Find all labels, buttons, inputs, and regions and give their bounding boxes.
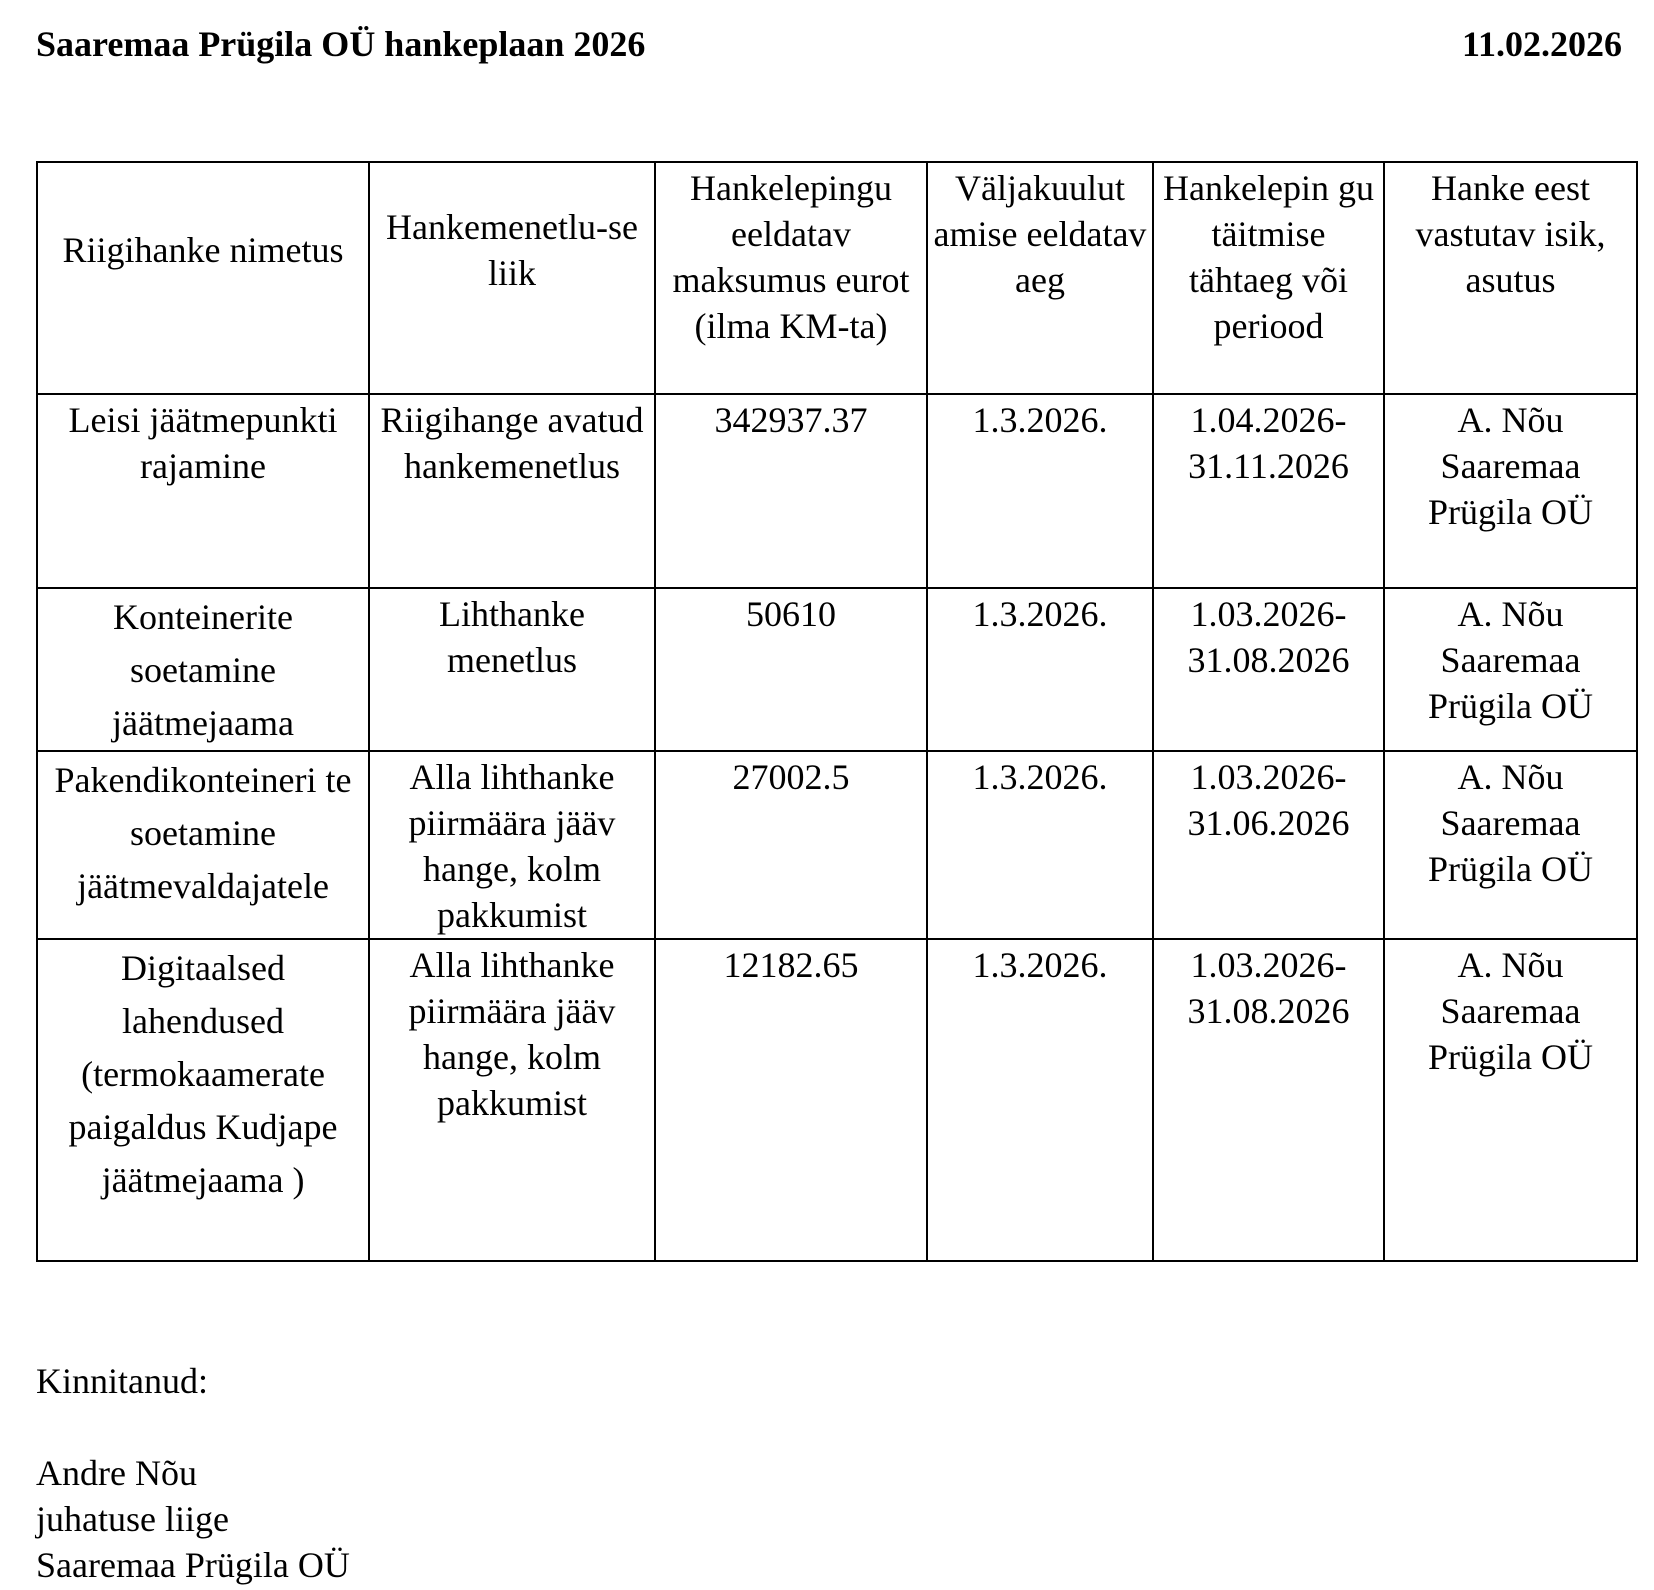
cell-procedure-type: Alla lihthanke piirmäära jääv hange, kolm pakkumist	[369, 939, 655, 1261]
header-responsible-person: Hanke eest vastutav isik, asutus	[1384, 162, 1637, 394]
signer-role: juhatuse liige	[36, 1499, 229, 1539]
cell-estimated-cost: 50610	[655, 588, 927, 751]
table-row	[37, 588, 1637, 751]
header-procurement-name: Riigihanke nimetus	[37, 162, 369, 394]
header-announcement-time: Väljakuulut amise eeldatav aeg	[927, 162, 1153, 394]
cell-estimated-cost: 27002.5	[655, 751, 927, 939]
cell-announcement-time: 1.3.2026.	[927, 394, 1153, 588]
cell-contract-period: 1.04.2026-31.11.2026	[1153, 394, 1384, 588]
cell-procedure-type: Alla lihthanke piirmäära jääv hange, kolm pakkumist	[369, 751, 655, 939]
approved-label: Kinnitanud:	[36, 1361, 208, 1401]
header-estimated-cost: Hankelepingu eeldatav maksumus eurot (ilma KM-ta)	[655, 162, 927, 394]
table-row	[37, 939, 1637, 1261]
cell-procurement-name: Leisi jäätmepunkti rajamine	[37, 394, 369, 588]
header-contract-period: Hankelepin gu täitmise tähtaeg või periood	[1153, 162, 1384, 394]
cell-procedure-type: Lihthanke menetlus	[369, 588, 655, 751]
cell-responsible-person: A. Nõu Saaremaa Prügila OÜ	[1384, 751, 1637, 939]
cell-contract-period: 1.03.2026-31.08.2026	[1153, 939, 1384, 1261]
cell-procurement-name: Konteinerite soetamine jäätmejaama	[37, 588, 369, 751]
table-header-row	[37, 162, 1637, 394]
header-procedure-type: Hankemenetlu-se liik	[369, 162, 655, 394]
document-date: 11.02.2026	[1461, 24, 1622, 64]
cell-announcement-time: 1.3.2026.	[927, 751, 1153, 939]
cell-procurement-name: Pakendikonteineri te soetamine jäätmevaldajatele	[37, 751, 369, 939]
signer-organization: Saaremaa Prügila OÜ	[36, 1545, 350, 1585]
cell-estimated-cost: 342937.37	[655, 394, 927, 588]
cell-estimated-cost: 12182.65	[655, 939, 927, 1261]
cell-contract-period: 1.03.2026-31.08.2026	[1153, 588, 1384, 751]
cell-contract-period: 1.03.2026-31.06.2026	[1153, 751, 1384, 939]
cell-announcement-time: 1.3.2026.	[927, 588, 1153, 751]
cell-procurement-name: Digitaalsed lahendused (termokaamerate paigaldus Kudjape jäätmejaama )	[37, 939, 369, 1261]
cell-responsible-person: A. Nõu Saaremaa Prügila OÜ	[1384, 939, 1637, 1261]
procurement-plan-table	[36, 161, 1638, 1262]
cell-responsible-person: A. Nõu Saaremaa Prügila OÜ	[1384, 394, 1637, 588]
cell-responsible-person: A. Nõu Saaremaa Prügila OÜ	[1384, 588, 1637, 751]
document-title: Saaremaa Prügila OÜ hankeplaan 2026	[36, 24, 646, 64]
table-row	[37, 751, 1637, 939]
cell-announcement-time: 1.3.2026.	[927, 939, 1153, 1261]
table-row	[37, 394, 1637, 588]
signer-name: Andre Nõu	[36, 1453, 197, 1493]
cell-procedure-type: Riigihange avatud hankemenetlus	[369, 394, 655, 588]
